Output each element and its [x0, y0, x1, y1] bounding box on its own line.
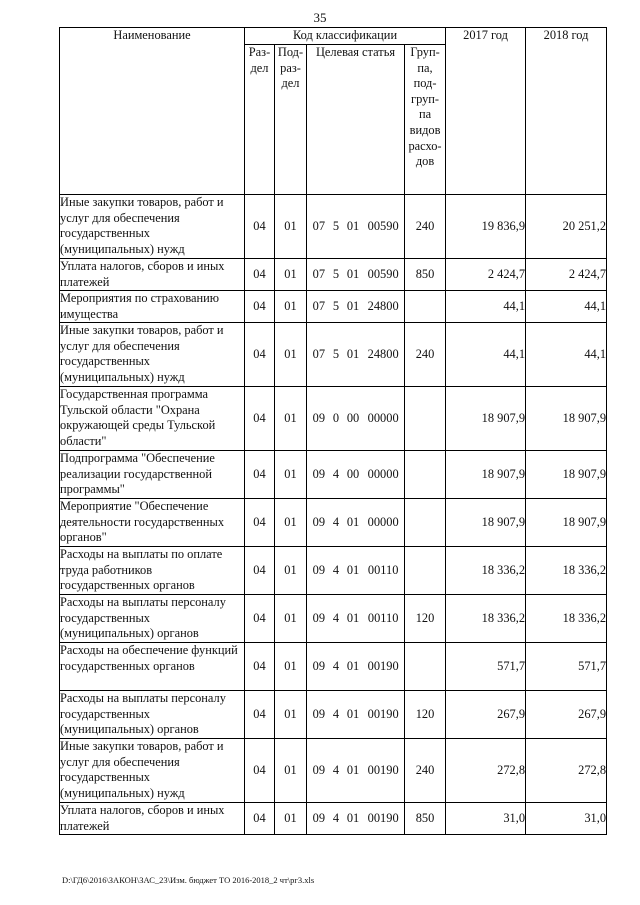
code-direction: 00000: [367, 514, 399, 529]
row-target-code: [307, 691, 405, 739]
code-subprogram: 4: [332, 562, 340, 577]
row-group: 850: [405, 259, 446, 291]
row-target-code: [307, 291, 405, 323]
code-event: 00: [346, 466, 360, 481]
row-subsection: 01: [275, 259, 307, 291]
code-event: 00: [346, 410, 360, 425]
row-2017: 44,1: [446, 323, 526, 387]
code-event: 01: [346, 706, 360, 721]
row-section: 04: [245, 323, 275, 387]
file-path-footer: D:\ГД6\2016\ЗАКОН\ЗАС_23\Изм. бюджет ТО 2016-2018_2 чт\рг3.xls: [62, 875, 315, 885]
row-2018: 18 907,9: [526, 499, 607, 547]
row-subsection: 01: [275, 691, 307, 739]
row-target-code: [307, 595, 405, 643]
row-2018: 20 251,2: [526, 195, 607, 259]
row-2017: 18 336,2: [446, 595, 526, 643]
code-program: 09: [312, 658, 326, 673]
row-target-code: [307, 387, 405, 451]
code-direction: 00110: [367, 610, 399, 625]
row-2017: 31,0: [446, 803, 526, 835]
table-row: [60, 803, 607, 835]
row-target-code: [307, 259, 405, 291]
row-name: Иные закупки товаров, работ и услуг для обеспечения государственных (муниципальных) нужд: [60, 739, 245, 803]
row-subsection: 01: [275, 803, 307, 835]
code-subprogram: 5: [332, 346, 340, 361]
table-row: [60, 291, 607, 323]
table-row: [60, 547, 607, 595]
row-section: 04: [245, 451, 275, 499]
row-group: 240: [405, 323, 446, 387]
row-target-code: [307, 803, 405, 835]
code-direction: 00110: [367, 562, 399, 577]
code-event: 01: [346, 298, 360, 313]
code-direction: 24800: [367, 298, 399, 313]
row-name: Иные закупки товаров, работ и услуг для обеспечения государственных (муниципальных) нужд: [60, 195, 245, 259]
row-group: 240: [405, 739, 446, 803]
code-program: 09: [312, 610, 326, 625]
code-subprogram: 4: [332, 514, 340, 529]
code-event: 01: [346, 762, 360, 777]
code-program: 09: [312, 810, 326, 825]
row-2017: 571,7: [446, 643, 526, 691]
budget-table: [59, 27, 607, 835]
code-subprogram: 4: [332, 762, 340, 777]
code-direction: 00000: [367, 410, 399, 425]
row-subsection: 01: [275, 643, 307, 691]
code-subprogram: 4: [332, 810, 340, 825]
table-row: [60, 643, 607, 691]
table-row: [60, 451, 607, 499]
row-name: Государственная программа Тульской области "Охрана окружающей среды Тульской области": [60, 387, 245, 451]
row-group: [405, 499, 446, 547]
code-event: 01: [346, 266, 360, 281]
row-target-code: [307, 323, 405, 387]
code-subprogram: 5: [332, 218, 340, 233]
row-2018: 18 336,2: [526, 595, 607, 643]
code-subprogram: 5: [332, 266, 340, 281]
row-2018: 2 424,7: [526, 259, 607, 291]
row-subsection: 01: [275, 387, 307, 451]
code-program: 09: [312, 514, 326, 529]
header-group: Груп- па, под- груп- па видов расхо- дов: [405, 45, 446, 195]
header-section: Раз- дел: [245, 45, 275, 195]
code-direction: 00190: [367, 762, 399, 777]
row-name: Уплата налогов, сборов и иных платежей: [60, 803, 245, 835]
row-section: 04: [245, 259, 275, 291]
row-name: Иные закупки товаров, работ и услуг для обеспечения государственных (муниципальных) нужд: [60, 323, 245, 387]
code-subprogram: 4: [332, 610, 340, 625]
code-direction: 00190: [367, 706, 399, 721]
code-subprogram: 0: [332, 410, 340, 425]
code-program: 09: [312, 410, 326, 425]
row-name: Расходы на выплаты персоналу государственных (муниципальных) органов: [60, 595, 245, 643]
row-section: 04: [245, 643, 275, 691]
row-section: 04: [245, 595, 275, 643]
row-target-code: [307, 547, 405, 595]
code-direction: 00000: [367, 466, 399, 481]
row-group: [405, 387, 446, 451]
row-2018: 18 336,2: [526, 547, 607, 595]
row-section: 04: [245, 499, 275, 547]
code-event: 01: [346, 810, 360, 825]
code-program: 09: [312, 762, 326, 777]
row-section: 04: [245, 387, 275, 451]
code-subprogram: 5: [332, 298, 340, 313]
code-event: 01: [346, 514, 360, 529]
code-direction: 00590: [367, 218, 399, 233]
row-2018: 267,9: [526, 691, 607, 739]
row-2018: 18 907,9: [526, 451, 607, 499]
row-section: 04: [245, 739, 275, 803]
row-target-code: [307, 499, 405, 547]
table-row: [60, 259, 607, 291]
table-row: [60, 691, 607, 739]
row-group: 240: [405, 195, 446, 259]
row-group: 120: [405, 691, 446, 739]
code-subprogram: 4: [332, 658, 340, 673]
row-target-code: [307, 451, 405, 499]
code-event: 01: [346, 218, 360, 233]
row-name: Расходы на обеспечение функций государственных органов: [60, 643, 245, 691]
row-target-code: [307, 643, 405, 691]
code-subprogram: 4: [332, 466, 340, 481]
code-program: 09: [312, 706, 326, 721]
code-direction: 00190: [367, 658, 399, 673]
row-group: 120: [405, 595, 446, 643]
row-target-code: [307, 739, 405, 803]
row-subsection: 01: [275, 291, 307, 323]
page-number: 35: [313, 10, 327, 25]
code-program: 07: [312, 298, 326, 313]
row-section: 04: [245, 803, 275, 835]
row-2017: 18 336,2: [446, 547, 526, 595]
row-name: Расходы на выплаты по оплате труда работников государственных органов: [60, 547, 245, 595]
row-2017: 267,9: [446, 691, 526, 739]
table-row: [60, 387, 607, 451]
row-2017: 19 836,9: [446, 195, 526, 259]
row-subsection: 01: [275, 195, 307, 259]
code-program: 07: [312, 218, 326, 233]
row-section: 04: [245, 691, 275, 739]
row-name: Расходы на выплаты персоналу государственных (муниципальных) органов: [60, 691, 245, 739]
code-program: 09: [312, 466, 326, 481]
table-row: [60, 195, 607, 259]
row-2017: 18 907,9: [446, 387, 526, 451]
row-2017: 18 907,9: [446, 451, 526, 499]
row-target-code: [307, 195, 405, 259]
row-section: 04: [245, 547, 275, 595]
row-subsection: 01: [275, 323, 307, 387]
row-group: [405, 643, 446, 691]
code-program: 07: [312, 346, 326, 361]
table-row: [60, 323, 607, 387]
row-section: 04: [245, 195, 275, 259]
row-2017: 2 424,7: [446, 259, 526, 291]
code-program: 09: [312, 562, 326, 577]
row-subsection: 01: [275, 451, 307, 499]
row-name: Уплата налогов, сборов и иных платежей: [60, 259, 245, 291]
row-2017: 44,1: [446, 291, 526, 323]
row-name: Мероприятия по страхованию имущества: [60, 291, 245, 323]
code-event: 01: [346, 658, 360, 673]
row-subsection: 01: [275, 499, 307, 547]
code-direction: 00190: [367, 810, 399, 825]
header-name: Наименование: [60, 28, 245, 195]
row-group: 850: [405, 803, 446, 835]
code-program: 07: [312, 266, 326, 281]
header-subsection: Под- раз- дел: [275, 45, 307, 195]
row-2017: 18 907,9: [446, 499, 526, 547]
code-direction: 24800: [367, 346, 399, 361]
row-subsection: 01: [275, 547, 307, 595]
row-2017: 272,8: [446, 739, 526, 803]
row-group: [405, 451, 446, 499]
row-section: 04: [245, 291, 275, 323]
row-name: Подпрограмма "Обеспечение реализации государственной программы": [60, 451, 245, 499]
row-group: [405, 547, 446, 595]
row-group: [405, 291, 446, 323]
row-2018: 571,7: [526, 643, 607, 691]
code-subprogram: 4: [332, 706, 340, 721]
code-event: 01: [346, 346, 360, 361]
row-2018: 44,1: [526, 291, 607, 323]
code-event: 01: [346, 562, 360, 577]
table-row: [60, 739, 607, 803]
row-name: Мероприятие "Обеспечение деятельности государственных органов": [60, 499, 245, 547]
header-2018: 2018 год: [526, 28, 607, 195]
header-target: Целевая статья: [307, 45, 405, 195]
code-direction: 00590: [367, 266, 399, 281]
header-code: Код классификации: [245, 28, 446, 45]
table-body: [60, 195, 607, 835]
table-row: [60, 499, 607, 547]
row-2018: 44,1: [526, 323, 607, 387]
row-2018: 18 907,9: [526, 387, 607, 451]
row-subsection: 01: [275, 595, 307, 643]
table-row: [60, 595, 607, 643]
code-event: 01: [346, 610, 360, 625]
row-2018: 31,0: [526, 803, 607, 835]
row-subsection: 01: [275, 739, 307, 803]
row-2018: 272,8: [526, 739, 607, 803]
header-2017: 2017 год: [446, 28, 526, 195]
